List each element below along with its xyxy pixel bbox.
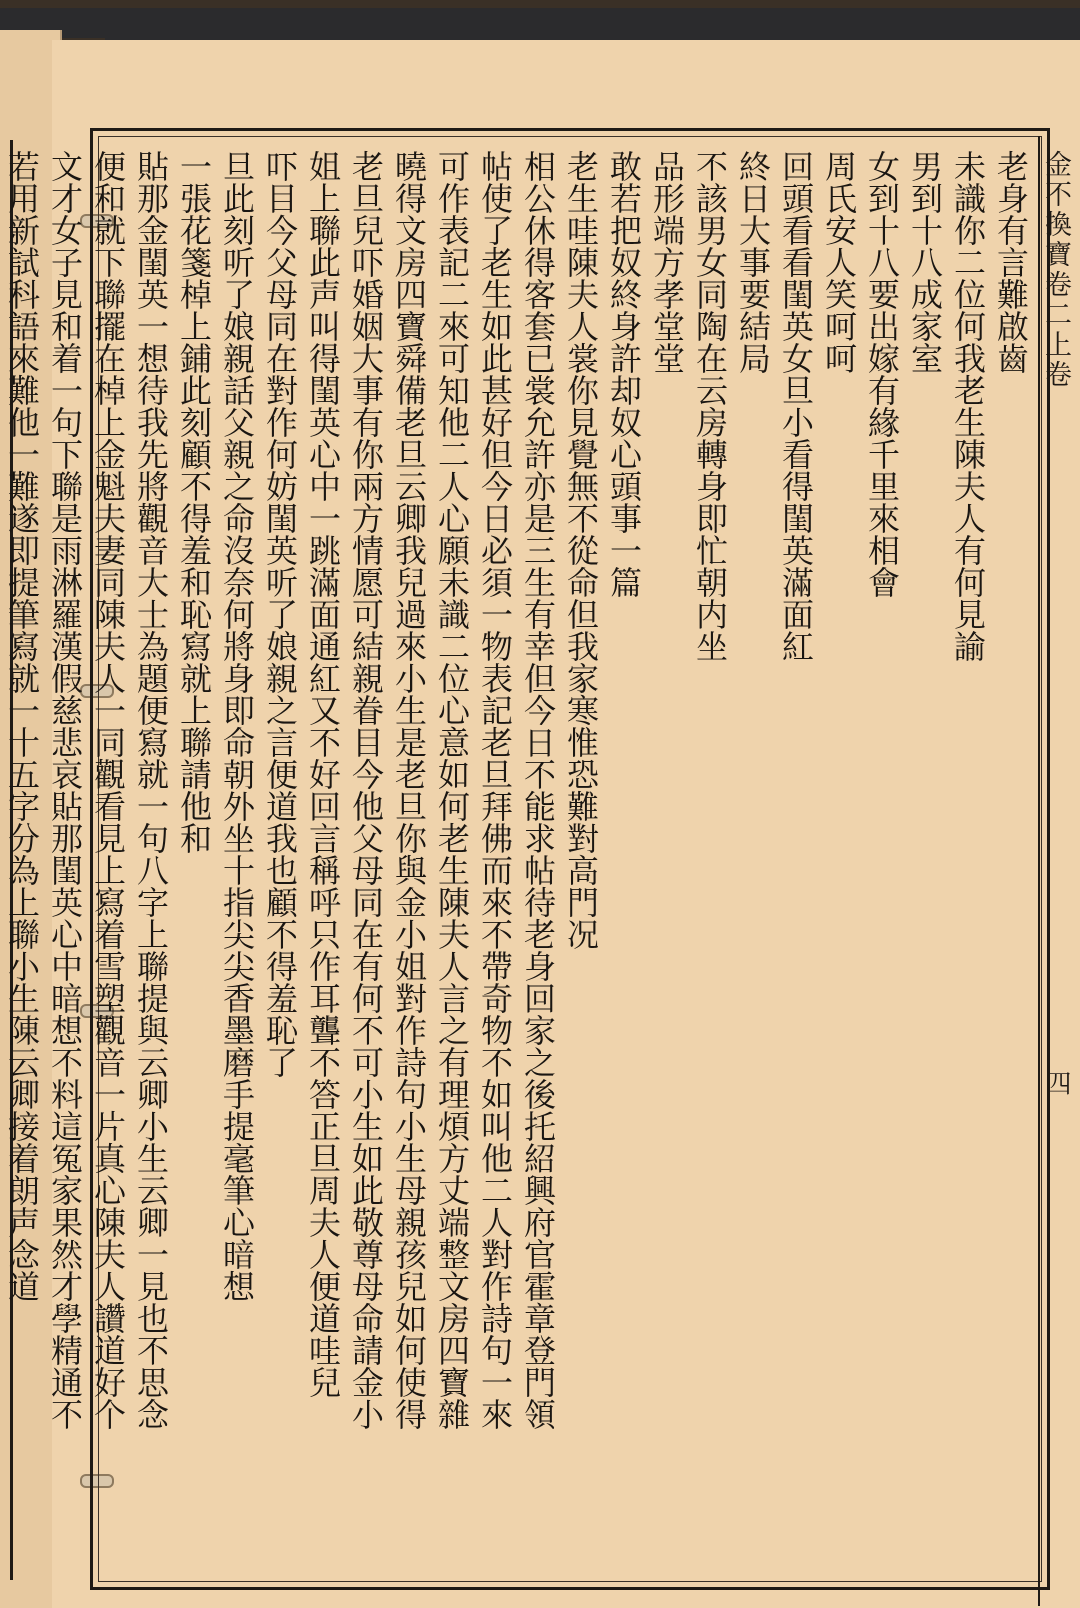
text-column: 姐上聯此声叫得閨英心中一跳滿面通紅又不好回言稱呼只作耳聾不答正旦周夫人便道哇兒 [304,150,342,1398]
text-column: 便和就下聯擺在棹上金魁夫妻同陳夫人一同觀看見上寫着雪塑觀音一片真心陳夫人讚道好个 [89,150,127,1430]
text-column: 相公休得客套已裳允許亦是三生有幸但今日不能求帖待老身回家之後托紹興府官霍章登門領 [519,150,557,1430]
main-text-block [3,150,1032,1570]
text-column: 老旦兒吓婚姻大事有你兩方情愿可結親眷目今他父母同在有何不可小生如此敬尊母命請金小 [347,150,385,1430]
text-column: 敢若把奴終身許却奴心頭事一篇 [605,150,643,598]
text-column: 品形端方孝堂堂 [648,150,686,374]
text-column: 不該男女同陶在云房轉身即忙朝内坐 [691,150,729,662]
text-column: 帖使了老生如此甚好但今日必須一物表記老旦拜佛而來不帶奇物不如叫他二人對作詩句一來 [476,150,514,1430]
text-column: 老生哇陳夫人裳你見覺無不從命但我家寒惟恐難對高門况 [562,150,600,950]
text-column: 一張花箋棹上鋪此刻顧不得羞和恥寫就上聯請他和 [175,150,213,854]
book-title-margin: 金不換寶卷二上卷 [1040,150,1071,390]
text-column: 若用新試科語來難他一難遂即提筆寫就一十五字分為上聯小生陳云卿接着朗声念道 [3,150,41,1302]
text-column: 老身有言難啟齒 [992,150,1030,374]
text-column: 終日大事要結局 [734,150,772,374]
text-column: 文才女子見和着一句下聯是雨淋羅漢假慈悲哀貼那閨英心中暗想不料這冤家果然才學精通不 [46,150,84,1430]
text-column: 曉得文房四寶舜備老旦云卿我兒過來小生是老旦你與金小姐對作詩句小生母親孩兒如何使得 [390,150,428,1430]
text-column: 旦此刻听了娘親話父親之命沒奈何將身即命朝外坐十指尖尖香墨磨手提毫筆心暗想 [218,150,256,1302]
text-column: 回頭看看閨英女旦小看得閨英滿面紅 [777,150,815,662]
text-column: 吓目今父母同在對作何妨閨英听了娘親之言便道我也顧不得羞恥了 [261,150,299,1078]
text-column: 未識你二位何我老生陳夫人有何見諭 [949,150,987,662]
text-column: 可作表記二來可知他二人心願未識二位心意如何老生陳夫人言之有理煩方丈端整文房四寶雜 [433,150,471,1430]
book-page [3,40,1080,1608]
text-column: 周氏安人笑呵呵 [820,150,858,374]
text-column: 貼那金閨英一想待我先將觀音大士為題便寫就一句八字上聯提與云卿小生云卿一見也不思念 [132,150,170,1430]
text-column: 女到十八要出嫁有緣千里來相會 [863,150,901,598]
text-column: 男到十八成家室 [906,150,944,374]
folio-number: 四 [1041,1070,1071,1096]
